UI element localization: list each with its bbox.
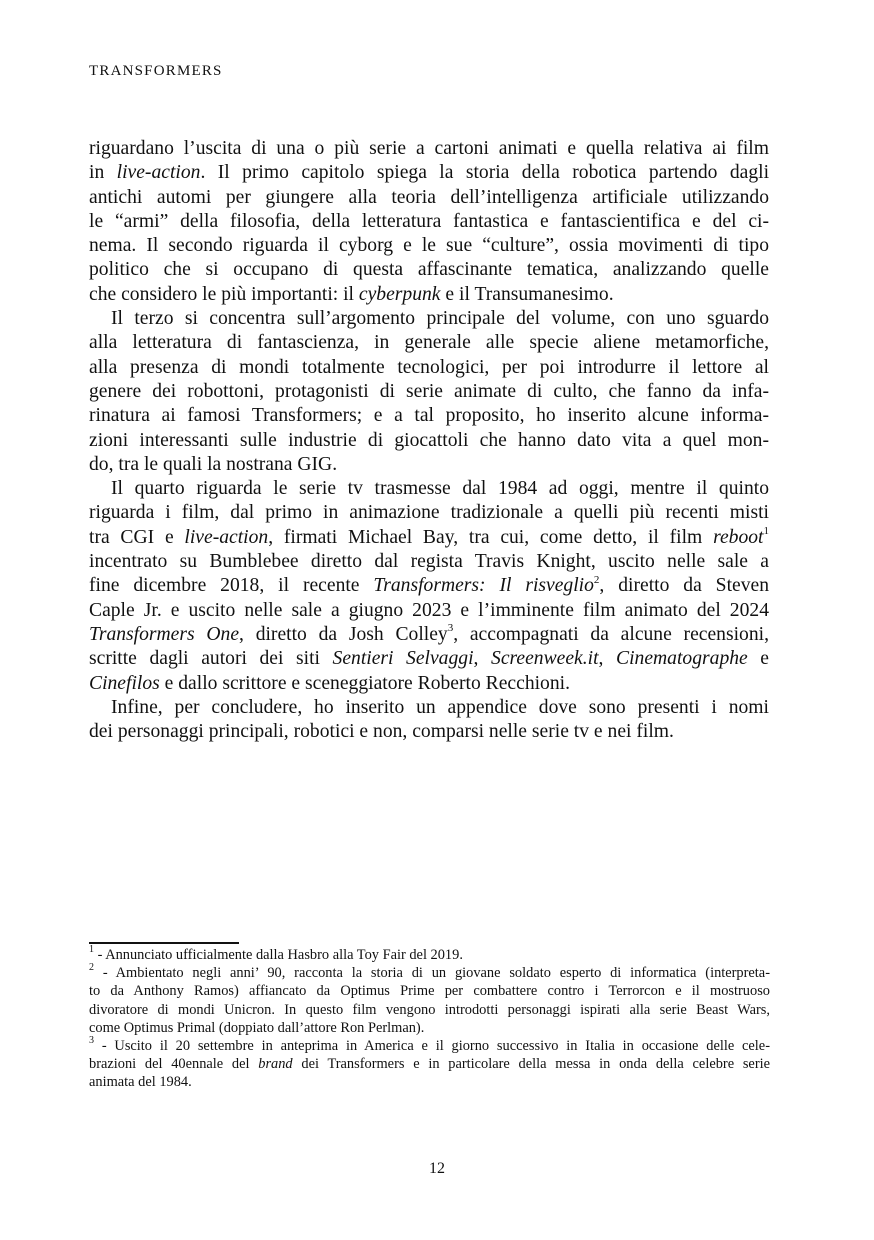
text-run: . Il primo capitolo spiega la storia della robotica partendo dagli: [200, 162, 770, 184]
text-line: [89, 526, 769, 550]
italic-run: cyberpunk: [358, 283, 441, 305]
italic-run: live-action: [116, 162, 201, 184]
page-number: 12: [429, 1160, 445, 1177]
text-line: [89, 331, 769, 355]
italic-run: Transformers: Il risveglio: [373, 575, 594, 597]
text-run: - Annunciato ufficialmente dalla Hasbro alla Toy Fair del 2019.: [94, 947, 463, 963]
text-run: Il quarto riguarda le serie tv trasmesse dal 1984 ad oggi, mentre il quinto: [111, 478, 769, 500]
text-line: [89, 574, 769, 598]
text-line: [89, 623, 769, 647]
text-run: do, tra le quali la nostrana GIG.: [89, 453, 338, 475]
italic-run: reboot: [713, 526, 764, 548]
footnotes: [89, 946, 770, 1092]
footnote-number: 3: [89, 1035, 94, 1047]
text-run: zioni interessanti sulle industrie di giocattoli che hanno dato vita a quel mon-: [89, 429, 769, 451]
footnote-number: 2: [89, 962, 94, 974]
footnote-line: [89, 1037, 770, 1055]
text-line: [89, 477, 769, 501]
paragraph: [89, 307, 769, 477]
footnote: [89, 1037, 770, 1092]
running-title: TRANSFORMERS: [89, 63, 223, 79]
text-line: [89, 404, 769, 428]
text-run: animata del 1984.: [89, 1074, 192, 1091]
text-run: Il terzo si concentra sull’argomento principale del volume, con uno sguardo: [111, 308, 769, 330]
text-line: [89, 380, 769, 404]
text-run: alla presenza di mondi totalmente tecnologici, per poi introdurre il lettore al: [89, 356, 769, 378]
text-run: riguarda i film, dal primo in animazione tradizionale a quelli più recenti misti: [89, 502, 769, 524]
text-run: dei Transformers e in particolare della messa in onda della celebre serie: [292, 1056, 770, 1073]
footnote-separator: [89, 942, 239, 944]
text-run: fine dicembre 2018, il recente: [89, 575, 374, 597]
text-run: , accompagnati da alcune recensioni,: [453, 623, 769, 645]
text-run: , firmati Michael Bay, tra cui, come detto, il film: [268, 526, 714, 548]
text-run: , diretto da Steven: [599, 575, 770, 597]
text-run: e: [747, 648, 770, 670]
paragraph: [89, 696, 769, 745]
text-run: che considero le più importanti: il: [89, 283, 359, 305]
text-line: [89, 210, 769, 234]
text-line: [89, 647, 769, 671]
text-run: rinatura ai famosi Transformers; e a tal proposito, ho inserito alcune informa-: [89, 405, 769, 427]
footnote-line: [89, 946, 770, 964]
text-line: [89, 186, 769, 210]
footnote-line: [89, 1019, 770, 1037]
text-run: e dallo scrittore e sceneggiatore Roberto Recchioni.: [159, 672, 570, 694]
footnote-line: [89, 1001, 770, 1019]
footnote-line: [89, 964, 770, 982]
italic-run: Cinematographe: [616, 648, 748, 670]
text-run: incentrato su Bumblebee diretto dal regista Travis Knight, uscito nelle sale a: [89, 551, 769, 573]
text-run: to da Anthony Ramos) affiancato da Optimus Prime per combattere contro i Terrorcon e il mostruoso: [89, 983, 770, 1000]
body-text: [89, 137, 769, 744]
footnote-ref: 1: [763, 525, 769, 538]
italic-run: Cinefilos: [89, 672, 160, 694]
text-line: [89, 453, 769, 477]
text-run: in: [89, 162, 117, 184]
text-run: antichi automi per giungere alla teoria dell’intelligenza artificiale utilizzando: [89, 186, 769, 208]
text-line: [89, 501, 769, 525]
text-line: [89, 696, 769, 720]
footnote-ref: 2: [593, 573, 600, 586]
footnote-line: [89, 1055, 770, 1073]
text-line: [89, 356, 769, 380]
text-run: riguardano l’uscita di una o più serie a cartoni animati e quella relativa ai film: [89, 138, 769, 159]
italic-run: Screenweek.it: [491, 648, 599, 670]
footnote: [89, 946, 770, 964]
footnote-line: [89, 982, 770, 1000]
text-run: - Uscito il 20 settembre in anteprima in America e il giorno successivo in Italia in occasione delle cele-: [94, 1038, 770, 1055]
text-line: [89, 234, 769, 258]
footnote-ref: 3: [447, 622, 454, 635]
text-run: tra CGI e: [89, 526, 185, 548]
text-line: [89, 137, 769, 161]
text-run: brazioni del 40ennale del: [89, 1056, 259, 1073]
paragraph: [89, 137, 769, 307]
text-line: [89, 161, 769, 185]
text-run: come Optimus Primal (doppiato dall’attore Ron Perlman).: [89, 1019, 425, 1036]
text-line: [89, 429, 769, 453]
text-line: [89, 720, 769, 744]
text-line: [89, 599, 769, 623]
text-run: le “armi” della filosofia, della letteratura fantastica e fantascientifica e del ci-: [89, 210, 769, 232]
italic-run: Sentieri Selvaggi: [332, 648, 474, 670]
italic-run: brand: [258, 1056, 293, 1073]
text-run: ,: [473, 648, 492, 670]
italic-run: live-action: [184, 526, 269, 548]
text-run: - Ambientato negli anni’ 90, racconta la storia di un giovane soldato esperto di informatica (interpreta-: [94, 965, 770, 982]
text-run: politico che si occupano di questa affascinante tematica, analizzando quelle: [89, 259, 769, 281]
footnote-number: 1: [89, 944, 94, 956]
text-run: ,: [598, 648, 617, 670]
text-run: divoratore di mondi Unicron. In questo film vengono introdotti personaggi ispirati alla serie Beast Wars,: [89, 1001, 770, 1018]
text-line: [89, 672, 769, 696]
text-run: scritte dagli autori dei siti: [89, 648, 333, 670]
text-run: alla letteratura di fantascienza, in generale alle specie aliene metamorfiche,: [89, 332, 769, 354]
text-line: [89, 550, 769, 574]
text-run: Caple Jr. e uscito nelle sale a giugno 2023 e l’imminente film animato del 2024: [89, 599, 769, 621]
footnote-line: [89, 1073, 770, 1091]
text-run: genere dei robottoni, protagonisti di serie animate di culto, che fanno da infa-: [89, 380, 769, 402]
text-run: Infine, per concludere, ho inserito un appendice dove sono presenti i nomi: [111, 696, 769, 718]
paragraph: [89, 477, 769, 696]
italic-run: Transformers One: [89, 623, 240, 645]
footnote: [89, 964, 770, 1037]
text-line: [89, 283, 769, 307]
text-line: [89, 307, 769, 331]
text-line: [89, 258, 769, 282]
text-run: e il Transumanesimo.: [440, 283, 614, 305]
text-run: dei personaggi principali, robotici e non, comparsi nelle serie tv e nei film.: [89, 721, 674, 743]
text-run: , diretto da Josh Colley: [239, 623, 448, 645]
text-run: nema. Il secondo riguarda il cyborg e le sue “culture”, ossia movimenti di tipo: [89, 235, 769, 257]
